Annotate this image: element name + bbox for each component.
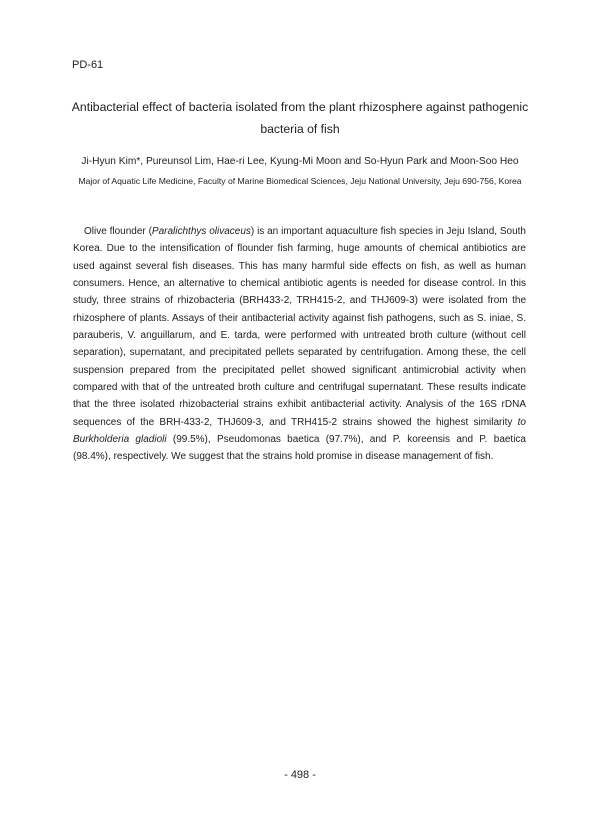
italic-word: to [517,416,526,428]
abstract-body [73,223,526,466]
abstract-text: (99.5%), Pseudomonas baetica (97.7%), and P. koreensis and P. baetica (98.4%), respectively. We suggest that the strains hold promise in disease management of fish. [73,434,526,463]
paper-title: Antibacterial effect of bacteria isolated from the plant rhizosphere against pathogenic bacteria of fish [71,100,529,136]
author-list: Ji-Hyun Kim*, Pureunsol Lim, Hae-ri Lee, Kyung-Mi Moon and So-Hyun Park and Moon-Soo Heo [81,156,519,167]
abstract-code: PD-61 [72,59,104,71]
genus-name-italic: Burkholderia gladioli [73,434,167,446]
abstract-text: Olive flounder ( [84,226,152,237]
affiliation: Major of Aquatic Life Medicine, Faculty of Marine Biomedical Sciences, Jeju National University, Jeju 690-756, Korea [78,176,522,186]
abstract-text: ) is an important aquaculture fish species in Jeju Island, South Korea. Due to the intensification of flounder fish farming, huge amounts of chemical antibiotics are used against several fish diseases. This has many harmful side effects on fish, as well as human consumers. Hence, an alternative to chemical antibiotic agents is needed for disease control. In this study, three strains of rhizobacteria (BRH433-2, TRH415-2, and THJ609-3) were isolated from the rhizosphere of plants. Assays of their antibacterial activity against fish pathogens, such as S. iniae, S. parauberis, V. anguillarum, and E. tarda, were performed with untreated broth culture (without cell separation), supernatant, and precipitated pellets separated by centrifugation. Among these, the cell suspension prepared from the precipitated pellet showed significant antimicrobial activity when compared with that of the untreated broth culture and centrifugal supernatant. These results indicate that the three isolated rhizobacterial strains exhibit antibacterial activity. Analysis of the 16S rDNA sequences of the BRH-433-2, THJ609-3, and TRH415-2 strains showed the highest similarity [73,226,526,428]
species-name-italic: Paralichthys olivaceus [151,226,251,237]
page-number: - 498 - [284,769,316,781]
